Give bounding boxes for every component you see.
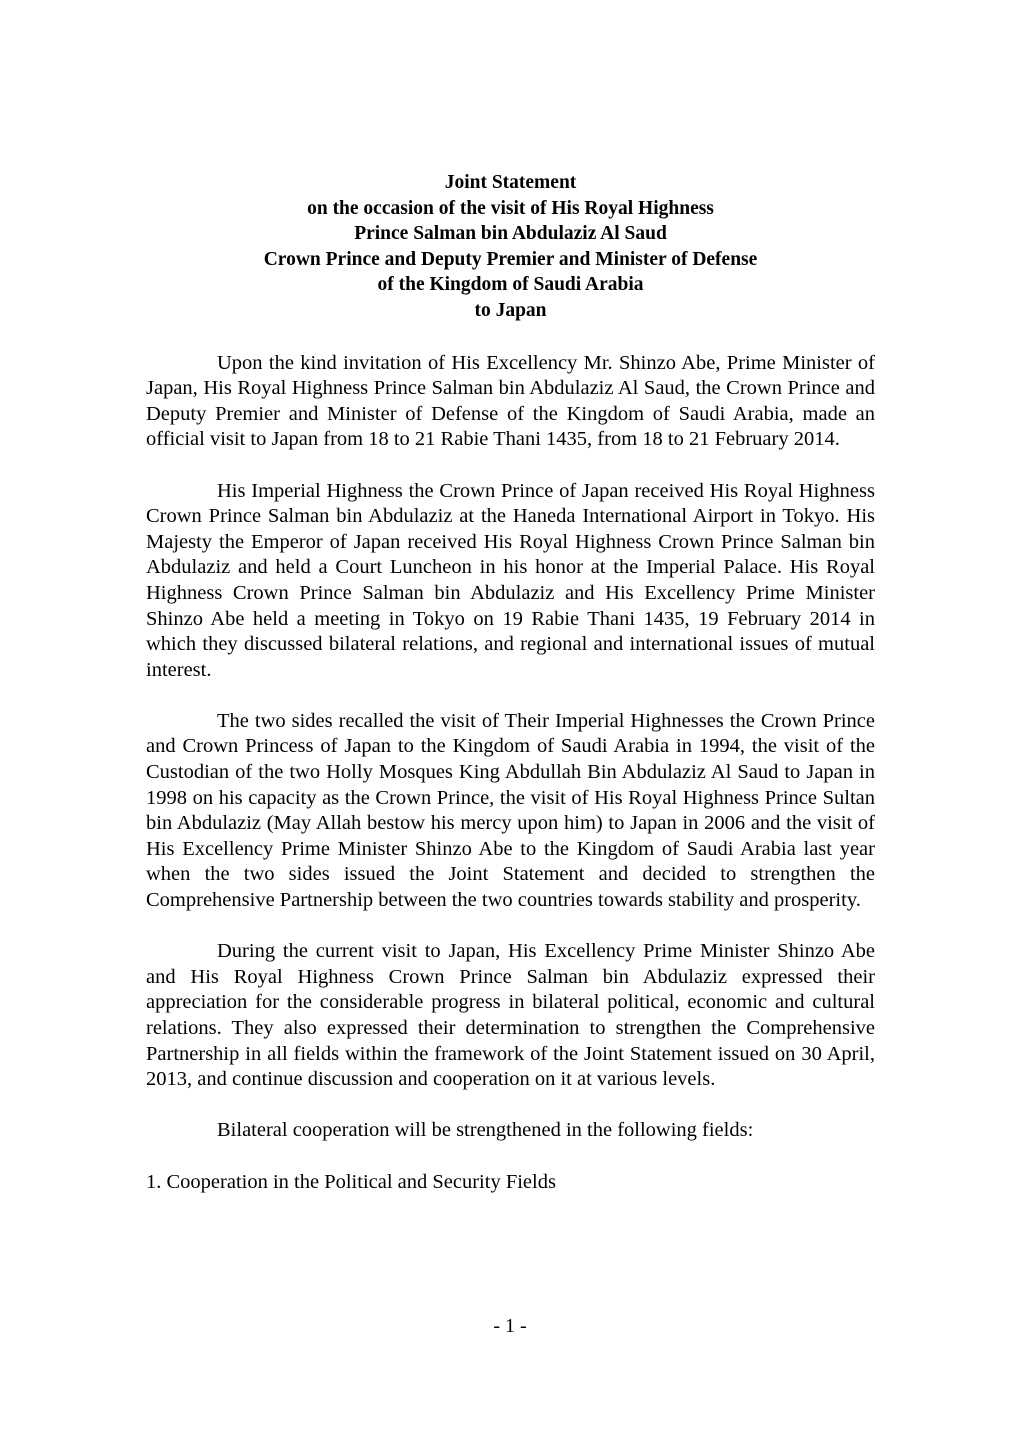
page-number: - 1 - <box>493 1315 527 1337</box>
paragraph-recalled-visits: The two sides recalled the visit of Their Imperial Highnesses the Crown Prince and Crown Princess of Japan to the Kingdom of Saudi Arabia in 1994, the visit of the Custodian of the two Holly Mosques King Abdullah Bin Abdulaziz Al Saud to Japan in 1998 on his capacity as the Crown Prince, the visit of His Royal Highness Prince Sultan bin Abdulaziz (May Allah bestow his mercy upon him) to Japan in 2006 and the visit of His Excellency Prime Minister Shinzo Abe to the Kingdom of Saudi Arabia last year when the two sides issued the Joint Statement and decided to strengthen the Comprehensive Partnership between the two countries towards stability and prosperity. <box>146 709 875 912</box>
paragraph-invitation: Upon the kind invitation of His Excellency Mr. Shinzo Abe, Prime Minister of Japan, His Royal Highness Prince Salman bin Abdulaziz Al Saud, the Crown Prince and Deputy Premier and Minister of Defense of the Kingdom of Saudi Arabia, made an official visit to Japan from 18 to 21 Rabie Thani 1435, from 18 to 21 February 2014. <box>146 351 875 451</box>
document-title <box>146 170 875 324</box>
paragraph-bilateral-cooperation: Bilateral cooperation will be strengthened in the following fields: <box>217 1119 754 1142</box>
document-page <box>146 170 875 1195</box>
paragraph-reception: His Imperial Highness the Crown Prince of Japan received His Royal Highness Crown Prince Salman bin Abdulaziz at the Haneda International Airport in Tokyo. His Majesty the Emperor of Japan received His Royal Highness Crown Prince Salman bin Abdulaziz and held a Court Luncheon in his honor at the Imperial Palace. His Royal Highness Crown Prince Salman bin Abdulaziz and His Excellency Prime Minister Shinzo Abe held a meeting in Tokyo on 19 Rabie Thani 1435, 19 February 2014 in which they discussed bilateral relations, and regional and international issues of mutual interest. <box>146 479 875 681</box>
section-heading: 1. Cooperation in the Political and Security Fields <box>146 1170 556 1193</box>
title-line: Joint Statement <box>444 172 577 193</box>
paragraph-current-visit: During the current visit to Japan, His Excellency Prime Minister Shinzo Abe and His Royal Highness Crown Prince Salman bin Abdulaziz expressed their appreciation for the considerable progress in bilateral political, economic and cultural relations. They also expressed their determination to strengthen the Comprehensive Partnership in all fields within the framework of the Joint Statement issued on 30 April, 2013, and continue discussion and cooperation on it at various levels. <box>146 940 875 1091</box>
title-line: to Japan <box>474 299 547 321</box>
title-line: Crown Prince and Deputy Premier and Minister of Defense <box>263 248 758 270</box>
title-line: on the occasion of the visit of His Royal Highness <box>307 197 714 219</box>
title-line: of the Kingdom of Saudi Arabia <box>377 274 644 296</box>
title-line: Prince Salman bin Abdulaziz Al Saud <box>354 223 667 245</box>
